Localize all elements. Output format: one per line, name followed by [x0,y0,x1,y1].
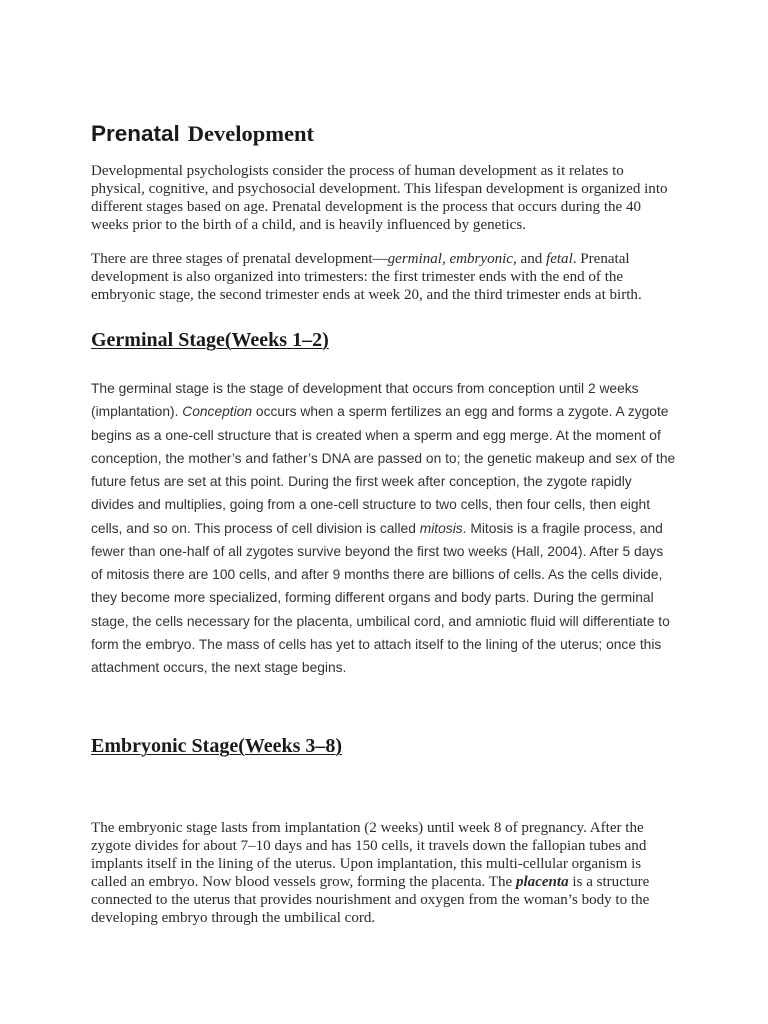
paragraph-text: The germinal stage is the stage of development that occurs from conception until 2 weeks (implantation). [91,381,639,420]
paragraph-text: is a structure connected to the uterus that provides nourishment and oxygen from the woman’s body to the developing embryo through the umbilical cord. [91,874,650,927]
embryonic-stage-paragraph [91,819,678,927]
paragraph-text: There are three stages of prenatal development— [91,251,388,267]
paragraph-text: . Mitosis is a fragile process, and fewer than one-half of all zygotes survive beyond the first two weeks (Hall, 2004). After 5 days of mitosis there are 100 cells, and after 9 months there are billions of cells. As the cells divide, they become more specialized, forming different organs and body parts. During the germinal stage, the cells necessary for the placenta, umbilical cord, and amniotic fluid will differentiate to form the embryo. The mass of cells has yet to attach itself to the lining of the uterus; once this attachment occurs, the next stage begins. [91,520,670,675]
document-page [91,116,678,927]
paragraph-text: The embryonic stage lasts from implantation (2 weeks) until week 8 of pregnancy. After the zygote divides for about 7–10 days and has 150 cells, it travels down the fallopian tubes and implants itself in the lining of the uterus. Upon implantation, this multi-cellular organism is called an embryo. Now blood vessels grow, forming the placenta. The [91,820,647,891]
paragraph-text: and [516,251,547,267]
stages-paragraph [91,250,678,304]
paragraph-text: . Prenatal development is also organized into trimesters: the first trimester ends with the end of the embryonic stage, the second trimester ends at week 20, and the third trimester ends at birth. [91,251,642,303]
title-word-development: Development [187,121,315,146]
intro-paragraph: Developmental psychologists consider the process of human development as it relates to physical, cognitive, and psychosocial development. This lifespan development is organized into different stages based on age. Prenatal development is the process that occurs during the 40 weeks prior to the birth of a child, and is heavily influenced by genetics. [91,163,668,233]
italic-term-fetal: fetal [546,251,573,267]
germinal-stage-heading: Germinal Stage(Weeks 1–2) [91,329,329,351]
germinal-stage-paragraph [91,377,678,679]
title-word-prenatal: Prenatal [91,121,180,146]
bold-italic-term-placenta: placenta [515,874,569,891]
italic-term-conception: Conception [182,404,253,420]
italic-term-mitosis: mitosis [419,520,463,536]
page-title [91,116,678,144]
embryonic-stage-heading: Embryonic Stage(Weeks 3–8) [91,735,343,758]
paragraph-text: occurs when a sperm fertilizes an egg and forms a zygote. A zygote begins as a one-cell structure that is created when a sperm and egg merge. At the moment of conception, the mother’s and father’s DNA are passed on to; the genetic makeup and sex of the future fetus are set at this point. During the first week after conception, the zygote rapidly divides and multiplies, going from a one-cell structure to two cells, then four cells, then eight cells, and so on. This process of cell division is called [91,404,676,536]
italic-term-germinal-embryonic: germinal, embryonic, [387,251,517,267]
